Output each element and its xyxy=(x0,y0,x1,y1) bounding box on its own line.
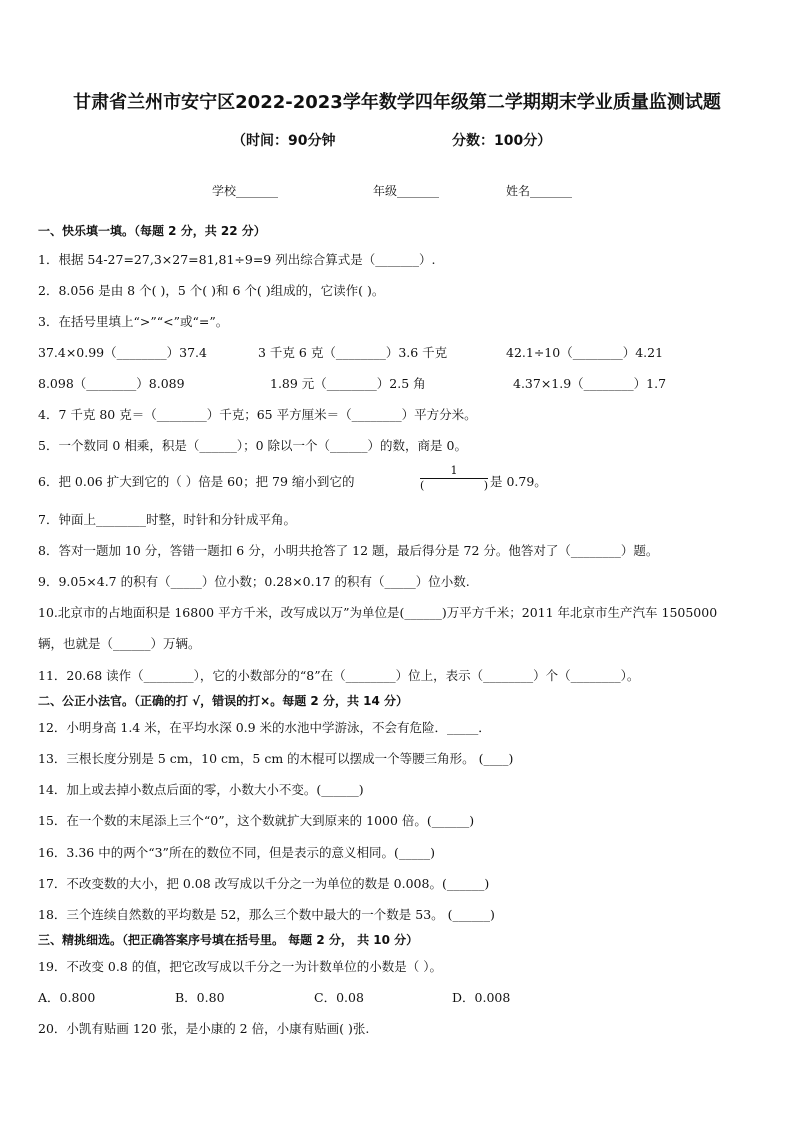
q19-option-c: C．0.08 xyxy=(314,990,364,1005)
fraction-bar xyxy=(420,478,488,479)
q3-item-4: 8.098（________）8.089 xyxy=(38,376,185,391)
section-3-heading: 三、精挑细选。（把正确答案序号填在括号里。 每题 2 分， 共 10 分） xyxy=(38,933,419,947)
page-title: 甘肃省兰州市安宁区2022-2023学年数学四年级第二学期期末学业质量监测试题 xyxy=(73,92,721,113)
q6-fraction xyxy=(420,464,488,491)
question-20: 20．小凯有贴画 120 张，是小康的 2 倍，小康有贴画( )张. xyxy=(38,1021,370,1036)
question-4: 4．7 千克 80 克＝（________）千克；65 平方厘米＝（________）平方分米。 xyxy=(38,407,477,422)
question-5: 5．一个数同 0 相乘，积是（______）；0 除以一个（______）的数，商是 0。 xyxy=(38,438,467,453)
question-18: 18．三个连续自然数的平均数是 52，那么三个数中最大的一个数是 53。 (______) xyxy=(38,907,495,922)
q6-fraction-denominator: ( ) xyxy=(420,479,488,492)
exam-score: 分数：100分） xyxy=(452,133,552,149)
q19-option-a: A．0.800 xyxy=(38,990,96,1005)
question-9: 9．9.05×4.7 的积有（_____）位小数；0.28×0.17 的积有（_____）位小数. xyxy=(38,574,470,589)
q19-option-d: D．0.008 xyxy=(452,990,511,1005)
q6-fraction-numerator: 1 xyxy=(450,464,458,477)
question-13: 13．三根长度分别是 5 cm，10 cm，5 cm 的木棍可以摆成一个等腰三角形。 (____) xyxy=(38,751,514,766)
grade-field[interactable]: 年级_______ xyxy=(373,184,440,198)
question-8: 8．答对一题加 10 分，答错一题扣 6 分，小明共抢答了 12 题，最后得分是 72 分。他答对了（________）题。 xyxy=(38,543,659,558)
q3-item-5: 1.89 元（________）2.5 角 xyxy=(270,376,426,391)
question-12: 12．小明身高 1.4 米，在平均水深 0.9 米的水池中学游泳，不会有危险．_____． xyxy=(38,720,491,735)
question-19: 19．不改变 0.8 的值，把它改写成以千分之一为计数单位的小数是（ ）。 xyxy=(38,959,442,974)
question-17: 17．不改变数的大小，把 0.08 改写成以千分之一为单位的数是 0.008。(______) xyxy=(38,876,490,891)
question-15: 15．在一个数的末尾添上三个“0”，这个数就扩大到原来的 1000 倍。(______) xyxy=(38,813,475,828)
question-1: 1．根据 54-27=27,3×27=81,81÷9=9 列出综合算式是（_______）. xyxy=(38,252,436,267)
q3-item-6: 4.37×1.9（________）1.7 xyxy=(513,376,667,391)
q3-item-1: 37.4×0.99（________）37.4 xyxy=(38,345,207,360)
question-10-line-1: 10.北京市的占地面积是 16800 平方千米，改写成以万”为单位是(______)万平方千米；2011 年北京市生产汽车 1505000 xyxy=(38,605,718,620)
question-11: 11．20.68 读作（________），它的小数部分的“8”在（________）位上，表示（________）个（________）。 xyxy=(38,668,640,683)
section-1-heading: 一、快乐填一填。（每题 2 分，共 22 分） xyxy=(38,224,266,238)
question-6-part-a: 6．把 0.06 扩大到它的（ ）倍是 60；把 79 缩小到它的 xyxy=(38,474,355,489)
question-10-line-2: 辆，也就是（______）万辆。 xyxy=(38,636,201,651)
question-14: 14．加上或去掉小数点后面的零，小数大小不变。(______) xyxy=(38,782,364,797)
name-field[interactable]: 姓名_______ xyxy=(506,184,573,198)
q3-item-3: 42.1÷10（________）4.21 xyxy=(506,345,664,360)
question-2: 2．8.056 是由 8 个( )，5 个( )和 6 个( )组成的，它读作( )。 xyxy=(38,283,385,298)
exam-time: （时间：90分钟 xyxy=(232,133,336,149)
question-3: 3．在括号里填上“>”“<”或“=”。 xyxy=(38,314,229,329)
q3-item-2: 3 千克 6 克（________）3.6 千克 xyxy=(258,345,448,360)
section-2-heading: 二、公正小法官。（正确的打 √，错误的打×。每题 2 分，共 14 分） xyxy=(38,694,408,708)
question-6-part-b: 是 0.79。 xyxy=(490,474,547,489)
question-7: 7．钟面上________时整，时针和分针成平角。 xyxy=(38,512,296,527)
q19-option-b: B．0.80 xyxy=(175,990,225,1005)
question-16: 16．3.36 中的两个“3”所在的数位不同，但是表示的意义相同。(_____) xyxy=(38,845,435,860)
school-field[interactable]: 学校_______ xyxy=(212,184,279,198)
